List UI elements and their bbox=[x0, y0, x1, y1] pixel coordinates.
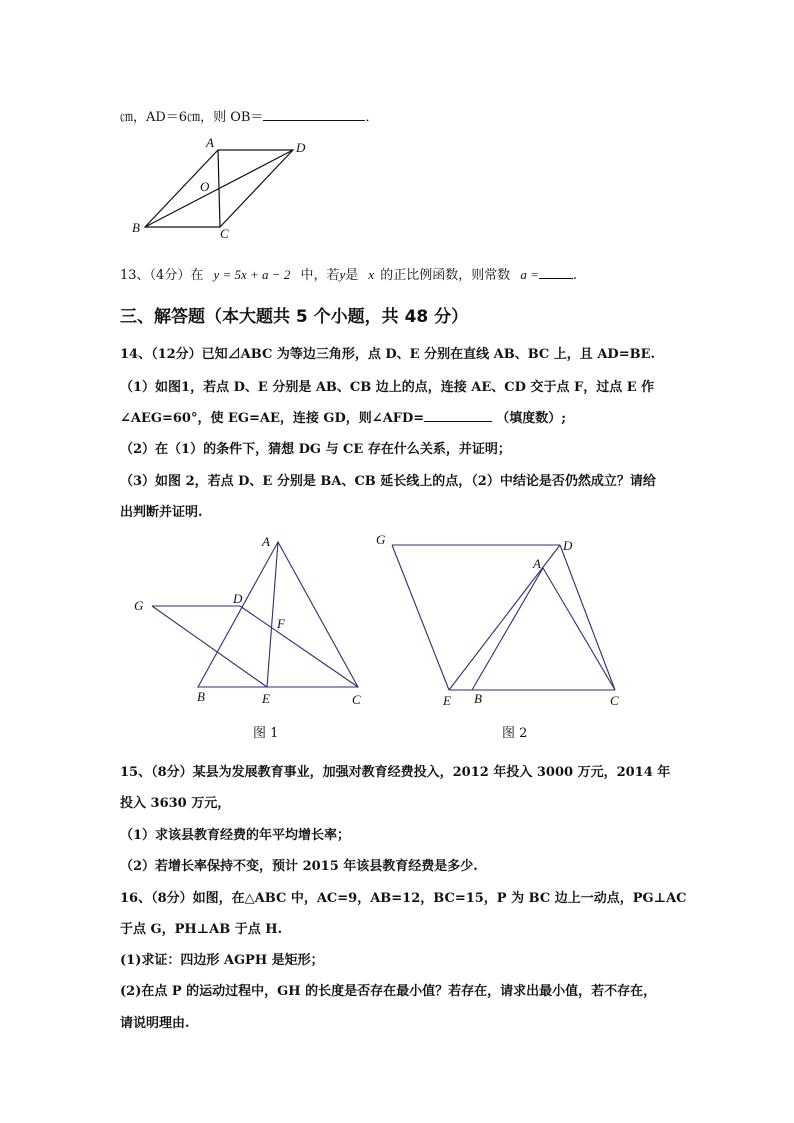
fig2-label-D: D bbox=[563, 538, 573, 553]
q13-end: . bbox=[572, 268, 578, 283]
q13-a: a = bbox=[520, 267, 539, 282]
q15-line3: （1）求该县教育经费的年平均增长率； bbox=[120, 828, 351, 843]
q13-mid: 中，若 bbox=[300, 268, 340, 283]
q16-line2: 于点 G，PH⊥AB 于点 H. bbox=[120, 922, 283, 937]
q14-answer-blank[interactable] bbox=[424, 409, 492, 422]
fig2-label-C: C bbox=[610, 693, 619, 708]
q12-line bbox=[120, 106, 378, 125]
q14-line6: 出判断并证明. bbox=[120, 505, 203, 520]
section-title: 三、解答题（本大题共 5 个小题，共 48 分） bbox=[120, 307, 469, 327]
fig1-label-B: B bbox=[197, 689, 205, 704]
q15-line2: 投入 3630 万元， bbox=[120, 796, 231, 811]
fig1-label-G: G bbox=[134, 598, 144, 613]
fig1-label-C: C bbox=[352, 692, 361, 707]
q13-line bbox=[120, 264, 577, 283]
q13-num: 13、（4分）在 bbox=[120, 268, 204, 283]
figure-2-caption: 图 2 bbox=[502, 726, 528, 741]
parallelogram-figure bbox=[128, 135, 318, 245]
figure-2 bbox=[370, 528, 630, 713]
fig2-label-G: G bbox=[376, 532, 386, 547]
q13-answer-blank[interactable] bbox=[539, 266, 573, 279]
fig2-label-A: A bbox=[533, 556, 541, 571]
q14-line1: 14、（12分）已知⊿ABC 为等边三角形，点 D、E 分别在直线 AB、BC 上，且 AD=BE. bbox=[120, 347, 656, 362]
q13-y: y bbox=[339, 267, 346, 282]
q13-equation: y = 5x + a − 2 bbox=[213, 267, 291, 282]
fig1-label-A: A bbox=[262, 534, 270, 549]
q14-line3-a: ∠AEG=60°，使 EG=AE，连接 GD，则∠AFD= bbox=[120, 411, 425, 426]
figure-1 bbox=[128, 530, 378, 710]
fig1-label-D: D bbox=[233, 591, 243, 606]
fig2-label-B: B bbox=[474, 691, 482, 706]
label-B: B bbox=[132, 220, 140, 235]
q13-x: x bbox=[368, 267, 375, 282]
q15-line1: 15、（8分）某县为发展教育事业，加强对教育经费投入，2012 年投入 3000 万元，2014 年 bbox=[120, 765, 671, 780]
q16-line5: 请说明理由. bbox=[120, 1016, 190, 1031]
label-A: A bbox=[206, 135, 214, 150]
fig1-label-E: E bbox=[262, 691, 270, 706]
q14-line3-b: （填度数）; bbox=[496, 411, 566, 426]
q12-end: ． bbox=[365, 110, 379, 125]
label-D: D bbox=[296, 140, 306, 155]
figure-1-caption: 图 1 bbox=[253, 726, 279, 741]
q14-line2: （1）如图1，若点 D、E 分别是 AB、CB 边上的点，连接 AE、CD 交于点 F，过点 E 作 bbox=[120, 380, 655, 395]
q16-line1: 16、（8分）如图，在△ABC 中，AC=9，AB=12，BC=15，P 为 BC 边上一动点，PG⊥AC bbox=[120, 891, 687, 906]
q15-line4: （2）若增长率保持不变，预计 2015 年该县教育经费是多少. bbox=[120, 859, 478, 874]
fig1-label-F: F bbox=[277, 616, 285, 631]
q12-text: ㎝，AD＝6㎝，则 OB＝ bbox=[120, 110, 264, 125]
q13-rest: 的正比例函数，则常数 bbox=[380, 268, 511, 283]
q14-line4: （2）在（1）的条件下，猜想 DG 与 CE 存在什么关系，并证明； bbox=[120, 442, 511, 457]
q12-answer-blank[interactable] bbox=[263, 108, 365, 121]
label-O: O bbox=[200, 179, 210, 194]
q16-line3: (1)求证：四边形 AGPH 是矩形； bbox=[120, 953, 324, 968]
label-C: C bbox=[220, 226, 229, 241]
q14-line5: （3）如图 2，若点 D、E 分别是 BA、CB 延长线上的点，（2）中结论是否仍然成立？请给 bbox=[120, 474, 656, 489]
q16-line4: (2)在点 P 的运动过程中，GH 的长度是否存在最小值？若存在，请求出最小值，若不存在， bbox=[120, 984, 657, 999]
q13-is: 是 bbox=[345, 268, 359, 283]
fig2-label-E: E bbox=[443, 693, 451, 708]
q14-line3 bbox=[120, 407, 566, 426]
